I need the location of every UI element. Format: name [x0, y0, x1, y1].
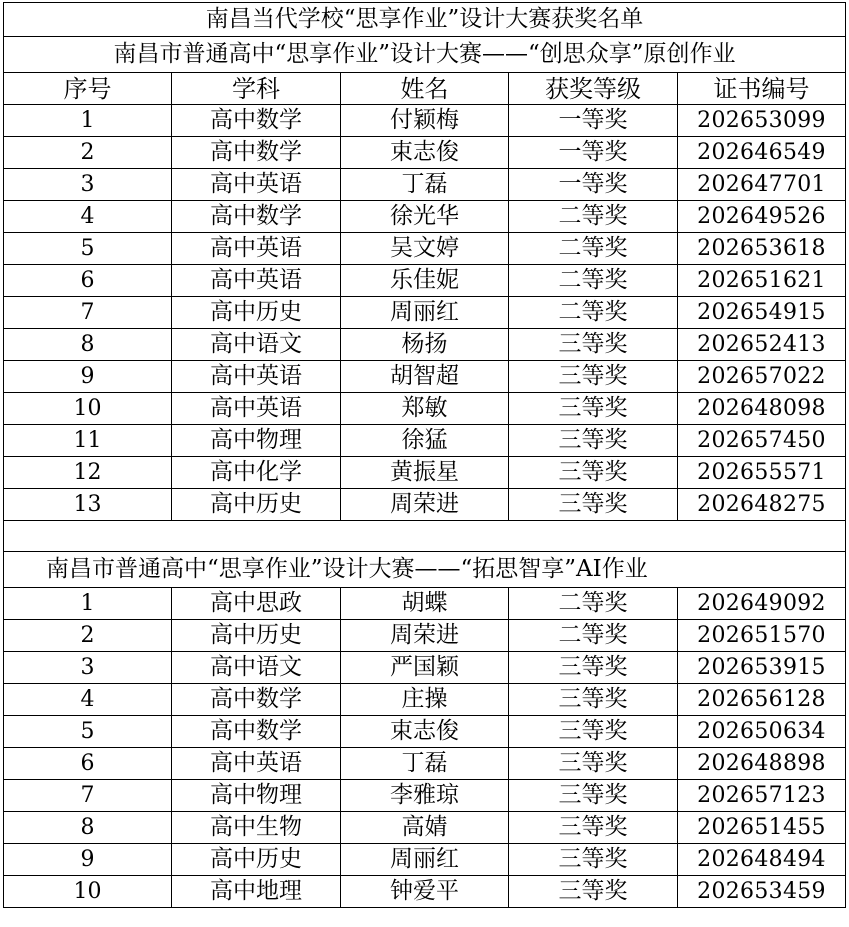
table-row [4, 748, 846, 780]
section-heading-1[interactable]: 南昌市普通高中“思享作业”设计大赛——“创思众享”原创作业 [4, 37, 846, 73]
cell-subject[interactable]: 高中地理 [172, 876, 341, 908]
cell-certificate-no[interactable]: 202653915 [678, 652, 846, 684]
table-row [4, 876, 846, 908]
column-header-index[interactable]: 序号 [4, 73, 172, 105]
cell-subject[interactable]: 高中数学 [172, 105, 341, 137]
section-heading-row [4, 37, 846, 73]
cell-subject[interactable]: 高中历史 [172, 297, 341, 329]
cell-award-level[interactable]: 三等奖 [509, 361, 678, 393]
cell-subject[interactable]: 高中语文 [172, 329, 341, 361]
award-list-table [3, 2, 846, 908]
cell-subject[interactable]: 高中生物 [172, 812, 341, 844]
cell-subject[interactable]: 高中英语 [172, 233, 341, 265]
cell-award-level[interactable]: 三等奖 [509, 780, 678, 812]
cell-subject[interactable]: 高中英语 [172, 169, 341, 201]
cell-name[interactable]: 高婧 [341, 812, 509, 844]
cell-subject[interactable]: 高中数学 [172, 201, 341, 233]
cell-award-level[interactable]: 二等奖 [509, 233, 678, 265]
table-body [4, 3, 846, 908]
cell-index[interactable]: 5 [4, 233, 172, 265]
cell-award-level[interactable]: 三等奖 [509, 489, 678, 521]
cell-certificate-no[interactable]: 202657123 [678, 780, 846, 812]
cell-award-level[interactable]: 三等奖 [509, 748, 678, 780]
cell-certificate-no[interactable]: 202651621 [678, 265, 846, 297]
cell-name[interactable]: 束志俊 [341, 137, 509, 169]
cell-name[interactable]: 周荣进 [341, 620, 509, 652]
cell-name[interactable]: 周丽红 [341, 844, 509, 876]
cell-award-level[interactable]: 三等奖 [509, 425, 678, 457]
cell-index[interactable]: 10 [4, 876, 172, 908]
table-row [4, 425, 846, 457]
cell-name[interactable]: 严国颖 [341, 652, 509, 684]
cell-certificate-no[interactable]: 202651570 [678, 620, 846, 652]
cell-award-level[interactable]: 二等奖 [509, 265, 678, 297]
cell-name[interactable]: 庄操 [341, 684, 509, 716]
table-row [4, 329, 846, 361]
cell-name[interactable]: 徐光华 [341, 201, 509, 233]
cell-certificate-no[interactable]: 202648898 [678, 748, 846, 780]
cell-certificate-no[interactable]: 202647701 [678, 169, 846, 201]
cell-index[interactable]: 6 [4, 265, 172, 297]
cell-name[interactable]: 周丽红 [341, 297, 509, 329]
section-heading-2[interactable]: 南昌市普通高中“思享作业”设计大赛——“拓思智享”AI作业 [4, 552, 846, 588]
cell-subject[interactable]: 高中历史 [172, 844, 341, 876]
cell-index[interactable]: 6 [4, 748, 172, 780]
cell-certificate-no[interactable]: 202657022 [678, 361, 846, 393]
cell-certificate-no[interactable]: 202652413 [678, 329, 846, 361]
cell-name[interactable]: 丁磊 [341, 748, 509, 780]
blank-cell[interactable] [4, 521, 846, 552]
table-row [4, 297, 846, 329]
cell-subject[interactable]: 高中英语 [172, 748, 341, 780]
column-header-certificate-no[interactable]: 证书编号 [678, 73, 846, 105]
table-row [4, 588, 846, 620]
cell-index[interactable]: 3 [4, 169, 172, 201]
cell-certificate-no[interactable]: 202649092 [678, 588, 846, 620]
cell-award-level[interactable]: 二等奖 [509, 201, 678, 233]
cell-award-level[interactable]: 二等奖 [509, 620, 678, 652]
cell-certificate-no[interactable]: 202648098 [678, 393, 846, 425]
cell-award-level[interactable]: 三等奖 [509, 716, 678, 748]
cell-index[interactable]: 1 [4, 588, 172, 620]
cell-certificate-no[interactable]: 202650634 [678, 716, 846, 748]
blank-row [4, 521, 846, 552]
table-row [4, 489, 846, 521]
title-row [4, 3, 846, 37]
cell-award-level[interactable]: 一等奖 [509, 137, 678, 169]
cell-award-level[interactable]: 三等奖 [509, 457, 678, 489]
cell-name[interactable]: 黄振星 [341, 457, 509, 489]
cell-index[interactable]: 4 [4, 201, 172, 233]
cell-certificate-no[interactable]: 202653459 [678, 876, 846, 908]
cell-subject[interactable]: 高中历史 [172, 489, 341, 521]
cell-name[interactable]: 丁磊 [341, 169, 509, 201]
table-row [4, 201, 846, 233]
cell-index[interactable]: 2 [4, 137, 172, 169]
cell-index[interactable]: 5 [4, 716, 172, 748]
cell-subject[interactable]: 高中语文 [172, 652, 341, 684]
table-row [4, 233, 846, 265]
cell-name[interactable]: 李雅琼 [341, 780, 509, 812]
cell-subject[interactable]: 高中物理 [172, 425, 341, 457]
cell-subject[interactable]: 高中化学 [172, 457, 341, 489]
table-row [4, 684, 846, 716]
cell-award-level[interactable]: 三等奖 [509, 393, 678, 425]
table-row [4, 844, 846, 876]
cell-certificate-no[interactable]: 202653099 [678, 105, 846, 137]
column-header-subject[interactable]: 学科 [172, 73, 341, 105]
cell-certificate-no[interactable]: 202651455 [678, 812, 846, 844]
table-row [4, 652, 846, 684]
cell-award-level[interactable]: 一等奖 [509, 105, 678, 137]
cell-index[interactable]: 13 [4, 489, 172, 521]
column-header-award-level[interactable]: 获奖等级 [509, 73, 678, 105]
cell-subject[interactable]: 高中英语 [172, 361, 341, 393]
cell-certificate-no[interactable]: 202656128 [678, 684, 846, 716]
cell-award-level[interactable]: 三等奖 [509, 652, 678, 684]
cell-subject[interactable]: 高中英语 [172, 265, 341, 297]
cell-name[interactable]: 付颖梅 [341, 105, 509, 137]
cell-name[interactable]: 周荣进 [341, 489, 509, 521]
section-heading-row [4, 552, 846, 588]
cell-name[interactable]: 徐猛 [341, 425, 509, 457]
cell-name[interactable]: 吴文婷 [341, 233, 509, 265]
header-row [4, 73, 846, 105]
cell-name[interactable]: 束志俊 [341, 716, 509, 748]
cell-index[interactable]: 10 [4, 393, 172, 425]
cell-name[interactable]: 郑敏 [341, 393, 509, 425]
cell-name[interactable]: 钟爱平 [341, 876, 509, 908]
cell-award-level[interactable]: 二等奖 [509, 297, 678, 329]
cell-award-level[interactable]: 一等奖 [509, 169, 678, 201]
cell-subject[interactable]: 高中数学 [172, 137, 341, 169]
table-row [4, 780, 846, 812]
cell-certificate-no[interactable]: 202649526 [678, 201, 846, 233]
cell-certificate-no[interactable]: 202655571 [678, 457, 846, 489]
cell-certificate-no[interactable]: 202648494 [678, 844, 846, 876]
cell-subject[interactable]: 高中英语 [172, 393, 341, 425]
cell-certificate-no[interactable]: 202653618 [678, 233, 846, 265]
cell-subject[interactable]: 高中物理 [172, 780, 341, 812]
cell-certificate-no[interactable]: 202654915 [678, 297, 846, 329]
cell-subject[interactable]: 高中数学 [172, 716, 341, 748]
cell-award-level[interactable]: 三等奖 [509, 812, 678, 844]
cell-index[interactable]: 9 [4, 361, 172, 393]
table-row [4, 716, 846, 748]
cell-index[interactable]: 4 [4, 684, 172, 716]
cell-index[interactable]: 12 [4, 457, 172, 489]
table-row [4, 361, 846, 393]
cell-certificate-no[interactable]: 202648275 [678, 489, 846, 521]
cell-name[interactable]: 杨扬 [341, 329, 509, 361]
cell-subject[interactable]: 高中数学 [172, 684, 341, 716]
cell-name[interactable]: 胡智超 [341, 361, 509, 393]
cell-award-level[interactable]: 二等奖 [509, 588, 678, 620]
cell-index[interactable]: 1 [4, 105, 172, 137]
column-header-name[interactable]: 姓名 [341, 73, 509, 105]
cell-award-level[interactable]: 三等奖 [509, 684, 678, 716]
table-row [4, 137, 846, 169]
cell-index[interactable]: 8 [4, 812, 172, 844]
cell-index[interactable]: 8 [4, 329, 172, 361]
table-row [4, 169, 846, 201]
table-row [4, 105, 846, 137]
cell-award-level[interactable]: 三等奖 [509, 876, 678, 908]
cell-subject[interactable]: 高中历史 [172, 620, 341, 652]
cell-subject[interactable]: 高中思政 [172, 588, 341, 620]
table-row [4, 393, 846, 425]
cell-index[interactable]: 7 [4, 297, 172, 329]
table-row [4, 457, 846, 489]
cell-award-level[interactable]: 三等奖 [509, 329, 678, 361]
cell-certificate-no[interactable]: 202646549 [678, 137, 846, 169]
table-row [4, 812, 846, 844]
cell-index[interactable]: 9 [4, 844, 172, 876]
page-title[interactable]: 南昌当代学校“思享作业”设计大赛获奖名单 [4, 3, 846, 37]
cell-index[interactable]: 3 [4, 652, 172, 684]
cell-index[interactable]: 2 [4, 620, 172, 652]
cell-index[interactable]: 11 [4, 425, 172, 457]
cell-award-level[interactable]: 三等奖 [509, 844, 678, 876]
cell-certificate-no[interactable]: 202657450 [678, 425, 846, 457]
cell-name[interactable]: 乐佳妮 [341, 265, 509, 297]
table-row [4, 620, 846, 652]
table-row [4, 265, 846, 297]
cell-index[interactable]: 7 [4, 780, 172, 812]
cell-name[interactable]: 胡蝶 [341, 588, 509, 620]
